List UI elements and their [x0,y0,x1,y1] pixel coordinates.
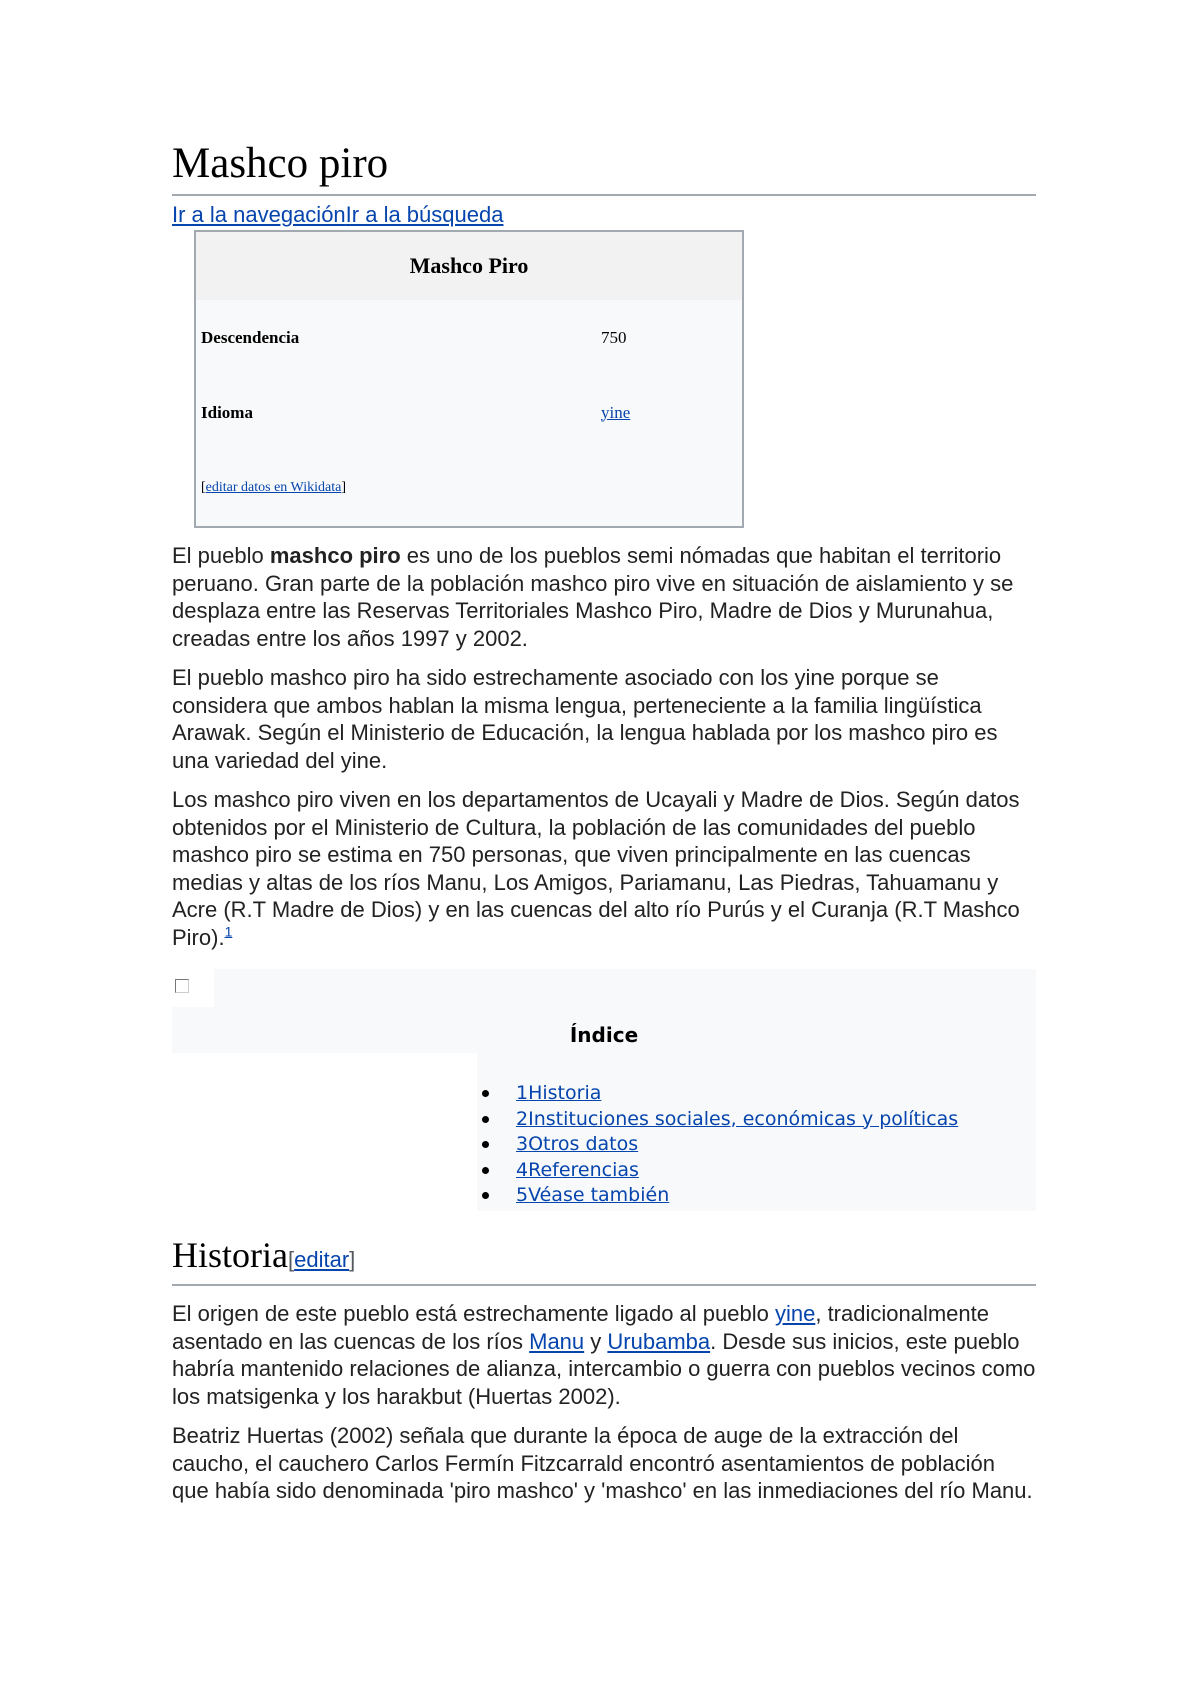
edit-wikidata-link[interactable]: editar datos en Wikidata [205,480,342,495]
article [172,136,1036,1505]
jump-to-search-link[interactable]: Ir a la búsqueda [345,202,504,227]
infobox-label: Descendencia [201,327,300,347]
toc-item [480,1158,958,1184]
toc-toggle-checkbox[interactable] [175,979,189,993]
page-title: Mashco piro [172,136,1036,196]
toc-item [480,1107,958,1133]
toc-title: Índice [569,1023,639,1047]
section-heading-historia: Historia[editar] [172,1233,1036,1286]
toc-link-vease-tambien[interactable]: 5Véase también [516,1184,670,1206]
jump-links [172,202,1036,228]
infobox-title: Mashco Piro [196,232,742,300]
section-heading-text: Historia [172,1235,288,1275]
toc-item [480,1132,958,1158]
infobox-value [601,403,742,423]
infobox-value: 750 [601,327,627,347]
toc-item [480,1081,958,1107]
bold-term: mashco piro [269,543,401,568]
infobox-edit: [editar datos en Wikidata] [201,480,346,495]
reference-link[interactable]: 1 [224,923,233,940]
edit-section-link[interactable]: editar [294,1247,350,1272]
toc-list [480,1081,958,1209]
intro-paragraph-1 [172,542,1036,652]
infobox [194,230,744,528]
toc-item [480,1183,958,1209]
historia-paragraph-1: El origen de este pueblo está estrechamente ligado al pueblo yine, tradicionalmente asentado en las cuencas de los ríos Manu y Urubamba. Desde sus inicios, este pueblo habría mantenido relaciones de alianza, intercambio o guerra con pueblos vecinos como los matsigenka y los harakbut (Huertas 2002). [172,1301,1036,1409]
jump-to-navigation-link[interactable]: Ir a la navegación [172,202,346,227]
intro-paragraph-2: El pueblo mashco piro ha sido estrechamente asociado con los yine porque se considera que ambos hablan la misma lengua, perteneciente a la familia lingüística Arawak. Según el Ministerio de Educación, la lengua hablada por los mashco piro es una variedad del yine. [172,665,998,773]
manu-link[interactable]: Manu [529,1328,585,1354]
idioma-yine-link[interactable]: yine [601,402,631,422]
infobox-row-descendencia [196,300,742,375]
infobox-label: Idioma [201,402,253,422]
toc-link-referencias[interactable]: 4Referencias [516,1158,639,1181]
urubamba-link[interactable]: Urubamba [607,1328,711,1354]
yine-link[interactable]: yine [774,1301,816,1326]
historia-paragraph-2: Beatriz Huertas (2002) señala que durante la época de auge de la extracción del caucho, el cauchero Carlos Fermín Fitzcarrald encontró asentamientos de población que había sido denominada 'piro mashco' y 'mashco' en las inmediaciones del río Manu. [172,1423,1033,1503]
infobox-row-idioma [196,375,742,450]
intro-paragraph-3 [172,786,1036,951]
toc-link-instituciones[interactable]: 2Instituciones sociales, económicas y políticas [516,1107,959,1130]
toc-link-otros-datos[interactable]: 3Otros datos [516,1133,639,1155]
text: El pueblo [172,543,270,568]
text: es uno de los pueblos semi nómadas que habitan el territorio peruano. Gran parte de la población mashco piro vive en situación de aislamiento y se desplaza entre las Reservas Territoriales Mashco Piro, Madre de Dios y Murunahua, creadas entre los años 1997 y 2002. [172,543,1014,651]
table-of-contents [172,969,1036,1211]
toc-link-historia[interactable]: 1Historia [516,1082,602,1104]
text: Los mashco piro viven en los departamentos de Ucayali y Madre de Dios. Según datos obtenidos por el Ministerio de Cultura, la población de las comunidades del pueblo mashco piro se estima en 750 personas, que viven principalmente en las cuencas medias y altas de los ríos Manu, Los Amigos, Pariamanu, Las Piedras, Tahuamanu y Acre (R.T Madre de Dios) y en las cuencas del alto río Purús y el Curanja (R.T Mashco Piro). [172,787,1020,950]
